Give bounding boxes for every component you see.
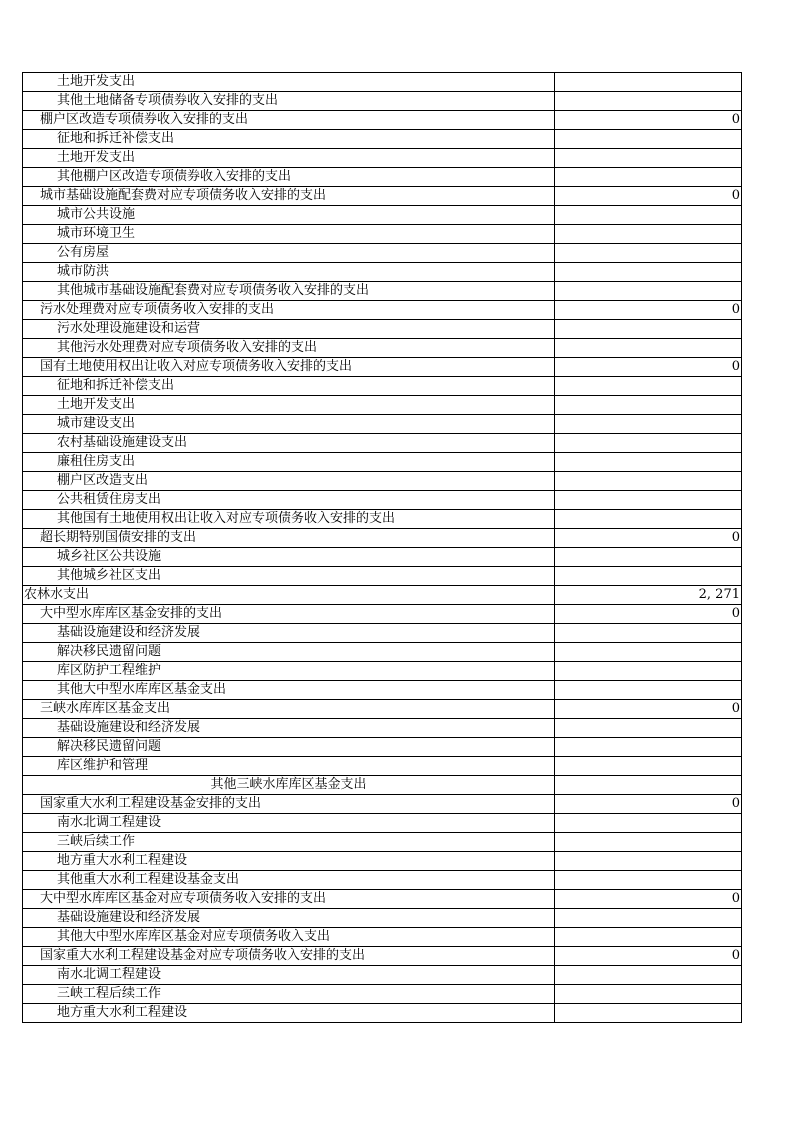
amount-cell [555,757,742,776]
item-name-cell: 其他城市基础设施配套费对应专项债务收入安排的支出 [23,282,555,301]
amount-cell [555,814,742,833]
amount-cell [555,472,742,491]
table-row [23,73,742,92]
item-name-cell: 其他土地储备专项债券收入安排的支出 [23,92,555,111]
amount-cell [555,681,742,700]
table-row [23,434,742,453]
amount-cell [555,852,742,871]
table-row [23,814,742,833]
table-body [23,73,742,1023]
item-name-cell: 棚户区改造支出 [23,472,555,491]
table-row [23,586,742,605]
amount-cell [555,282,742,301]
amount-cell [555,415,742,434]
amount-cell: 0 [555,111,742,130]
table-row [23,966,742,985]
table-row [23,928,742,947]
budget-expenditure-table [22,72,742,1023]
item-name-cell: 国家重大水利工程建设基金安排的支出 [23,795,555,814]
item-name-cell: 地方重大水利工程建设 [23,1004,555,1023]
item-name-cell: 城市环境卫生 [23,225,555,244]
table-row [23,206,742,225]
amount-cell [555,510,742,529]
item-name-cell: 其他城乡社区支出 [23,567,555,586]
item-name-cell: 城市基础设施配套费对应专项债务收入安排的支出 [23,187,555,206]
amount-cell [555,966,742,985]
table-row [23,871,742,890]
item-name-cell: 大中型水库库区基金安排的支出 [23,605,555,624]
item-name-cell: 三峡后续工作 [23,833,555,852]
amount-cell [555,396,742,415]
amount-cell [555,263,742,282]
item-name-cell: 土地开发支出 [23,396,555,415]
amount-cell: 0 [555,301,742,320]
amount-cell [555,130,742,149]
table-row [23,225,742,244]
item-name-cell: 三峡工程后续工作 [23,985,555,1004]
item-name-cell: 城市防洪 [23,263,555,282]
amount-cell [555,206,742,225]
table-row [23,681,742,700]
amount-cell [555,377,742,396]
amount-cell [555,719,742,738]
table-row [23,700,742,719]
amount-cell [555,567,742,586]
item-name-cell: 超长期特别国债安排的支出 [23,529,555,548]
amount-cell [555,738,742,757]
amount-cell [555,92,742,111]
table-row [23,624,742,643]
table-row [23,776,742,795]
item-name-cell: 其他大中型水库库区基金支出 [23,681,555,700]
item-name-cell: 地方重大水利工程建设 [23,852,555,871]
item-name-cell: 大中型水库库区基金对应专项债务收入安排的支出 [23,890,555,909]
table-row [23,244,742,263]
item-name-cell: 基础设施建设和经济发展 [23,624,555,643]
amount-cell: 0 [555,605,742,624]
item-name-cell: 农村基础设施建设支出 [23,434,555,453]
table-row [23,985,742,1004]
table-row [23,92,742,111]
amount-cell: 2, 271 [555,586,742,605]
table-row [23,833,742,852]
table-row [23,795,742,814]
table-row [23,282,742,301]
amount-cell: 0 [555,890,742,909]
table-row [23,548,742,567]
amount-cell [555,491,742,510]
item-name-cell: 城乡社区公共设施 [23,548,555,567]
table-row [23,168,742,187]
table-row [23,453,742,472]
item-name-cell: 其他三峡水库库区基金支出 [23,776,555,795]
table-row [23,947,742,966]
item-name-cell: 三峡水库库区基金支出 [23,700,555,719]
item-name-cell: 棚户区改造专项债券收入安排的支出 [23,111,555,130]
item-name-cell: 农林水支出 [23,586,555,605]
item-name-cell: 南水北调工程建设 [23,966,555,985]
item-name-cell: 解决移民遗留问题 [23,738,555,757]
amount-cell [555,244,742,263]
item-name-cell: 其他污水处理费对应专项债务收入安排的支出 [23,339,555,358]
amount-cell [555,149,742,168]
item-name-cell: 公有房屋 [23,244,555,263]
amount-cell [555,453,742,472]
item-name-cell: 基础设施建设和经济发展 [23,909,555,928]
item-name-cell: 廉租住房支出 [23,453,555,472]
amount-cell [555,928,742,947]
amount-cell: 0 [555,947,742,966]
table-row [23,472,742,491]
amount-cell: 0 [555,358,742,377]
table-row [23,662,742,681]
item-name-cell: 基础设施建设和经济发展 [23,719,555,738]
table-row [23,491,742,510]
amount-cell: 0 [555,700,742,719]
item-name-cell: 国家重大水利工程建设基金对应专项债务收入安排的支出 [23,947,555,966]
table-row [23,320,742,339]
table-row [23,605,742,624]
table-row [23,263,742,282]
item-name-cell: 其他大中型水库库区基金对应专项债务收入支出 [23,928,555,947]
item-name-cell: 污水处理费对应专项债务收入安排的支出 [23,301,555,320]
amount-cell [555,833,742,852]
amount-cell [555,339,742,358]
amount-cell [555,548,742,567]
table-row [23,396,742,415]
table-row [23,149,742,168]
amount-cell [555,776,742,795]
item-name-cell: 土地开发支出 [23,149,555,168]
table-row [23,852,742,871]
table-row [23,510,742,529]
table-row [23,111,742,130]
table-row [23,301,742,320]
table-row [23,377,742,396]
item-name-cell: 解决移民遗留问题 [23,643,555,662]
table-row [23,130,742,149]
item-name-cell: 其他国有土地使用权出让收入对应专项债务收入安排的支出 [23,510,555,529]
amount-cell [555,643,742,662]
amount-cell: 0 [555,795,742,814]
item-name-cell: 城市公共设施 [23,206,555,225]
amount-cell [555,624,742,643]
item-name-cell: 库区防护工程维护 [23,662,555,681]
amount-cell [555,909,742,928]
amount-cell: 0 [555,529,742,548]
amount-cell [555,662,742,681]
item-name-cell: 国有土地使用权出让收入对应专项债务收入安排的支出 [23,358,555,377]
table-row [23,890,742,909]
amount-cell [555,168,742,187]
item-name-cell: 城市建设支出 [23,415,555,434]
item-name-cell: 其他棚户区改造专项债券收入安排的支出 [23,168,555,187]
table-row [23,529,742,548]
item-name-cell: 污水处理设施建设和运营 [23,320,555,339]
item-name-cell: 南水北调工程建设 [23,814,555,833]
table-row [23,757,742,776]
table-row [23,567,742,586]
amount-cell: 0 [555,187,742,206]
item-name-cell: 征地和拆迁补偿支出 [23,377,555,396]
table-row [23,358,742,377]
item-name-cell: 征地和拆迁补偿支出 [23,130,555,149]
amount-cell [555,871,742,890]
table-row [23,643,742,662]
table-row [23,415,742,434]
amount-cell [555,434,742,453]
table-row [23,719,742,738]
table-row [23,1004,742,1023]
amount-cell [555,320,742,339]
item-name-cell: 土地开发支出 [23,73,555,92]
item-name-cell: 其他重大水利工程建设基金支出 [23,871,555,890]
table-row [23,738,742,757]
table-row [23,909,742,928]
item-name-cell: 公共租赁住房支出 [23,491,555,510]
amount-cell [555,225,742,244]
table-row [23,339,742,358]
amount-cell [555,985,742,1004]
amount-cell [555,73,742,92]
table-row [23,187,742,206]
amount-cell [555,1004,742,1023]
item-name-cell: 库区维护和管理 [23,757,555,776]
